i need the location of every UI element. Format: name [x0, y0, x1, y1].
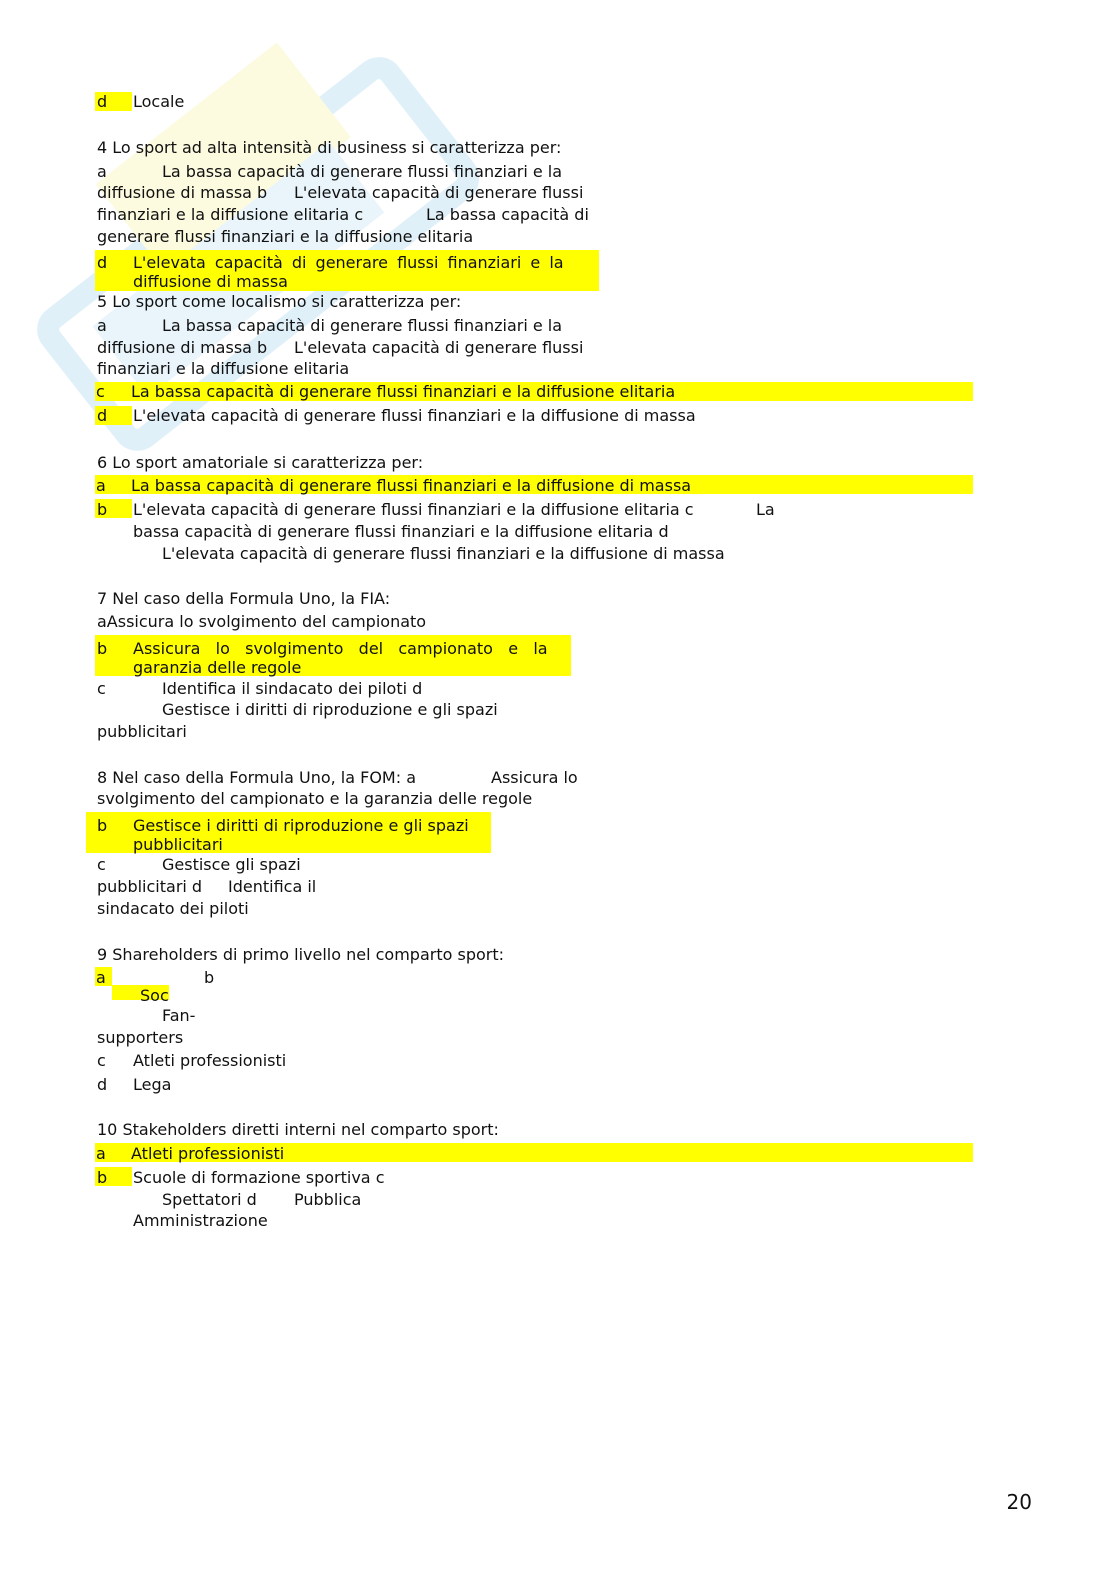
- text-line: a: [96, 476, 106, 495]
- text-line: Fan-: [162, 1006, 196, 1025]
- text-line: b: [97, 500, 108, 519]
- text-line: Identifica il: [228, 877, 317, 896]
- text-line: La bassa capacità di generare flussi finanziari e la: [162, 316, 563, 335]
- text-line: b: [97, 1168, 108, 1187]
- text-line: Locale: [133, 92, 185, 111]
- question-heading: 10 Stakeholders diretti interni nel comparto sport:: [97, 1120, 499, 1139]
- text-line: diffusione di massa b: [97, 338, 268, 357]
- text-line: Assicura lo: [491, 768, 578, 787]
- question-heading: 8 Nel caso della Formula Uno, la FOM: a: [97, 768, 417, 787]
- text-line: Amministrazione: [133, 1211, 268, 1230]
- text-line: d: [97, 92, 108, 111]
- text-line: supporters: [97, 1028, 184, 1047]
- text-line: Pubblica: [294, 1190, 362, 1209]
- text-line: Assicura lo svolgimento del campionato e la: [133, 639, 548, 658]
- text-line: d: [97, 1075, 108, 1094]
- question-heading: 7 Nel caso della Formula Uno, la FIA:: [97, 589, 391, 608]
- text-line: garanzia delle regole: [133, 658, 302, 677]
- page-number: 20: [1006, 1490, 1032, 1514]
- text-line: Gestisce i diritti di riproduzione e gli spazi: [162, 700, 498, 719]
- text-line: generare flussi finanziari e la diffusione elitaria: [97, 227, 474, 246]
- text-line: Gestisce gli spazi: [162, 855, 301, 874]
- question-heading: 5 Lo sport come localismo si caratterizza per:: [97, 292, 462, 311]
- text-line: pubblicitari: [133, 835, 223, 854]
- text-line: d: [97, 406, 108, 425]
- text-line: a: [96, 1144, 106, 1163]
- text-line: L'elevata capacità di generare flussi: [294, 338, 584, 357]
- text-line: La bassa capacità di generare flussi finanziari e la: [162, 162, 563, 181]
- text-line: c: [97, 679, 106, 698]
- text-line: La bassa capacità di generare flussi finanziari e la diffusione elitaria: [131, 382, 676, 401]
- text-line: svolgimento del campionato e la garanzia delle regole: [97, 789, 533, 808]
- text-line: Scuole di formazione sportiva c: [133, 1168, 385, 1187]
- text-line: b: [204, 968, 215, 987]
- text-line: Gestisce i diritti di riproduzione e gli spazi: [133, 816, 469, 835]
- question-heading: 6 Lo sport amatoriale si caratterizza per:: [97, 453, 424, 472]
- text-line: La bassa capacità di generare flussi finanziari e la diffusione di massa: [131, 476, 692, 495]
- text-line: La: [756, 500, 775, 519]
- text-line: aAssicura lo svolgimento del campionato: [97, 612, 427, 631]
- text-line: Atleti professionisti: [133, 1051, 287, 1070]
- text-line: a: [97, 316, 107, 335]
- text-line: pubblicitari: [97, 722, 187, 741]
- text-line: a: [97, 162, 107, 181]
- text-line: d: [97, 253, 108, 272]
- text-line: pubblicitari d: [97, 877, 203, 896]
- text-line: Spettatori d: [162, 1190, 257, 1209]
- text-line: finanziari e la diffusione elitaria c: [97, 205, 364, 224]
- text-line: a: [96, 968, 106, 987]
- text-line: sindacato dei piloti: [97, 899, 249, 918]
- text-line: b: [97, 639, 108, 658]
- text-line: c: [97, 1051, 106, 1070]
- text-line: bassa capacità di generare flussi finanziari e la diffusione elitaria d: [133, 522, 669, 541]
- text-line: La bassa capacità di: [426, 205, 589, 224]
- text-line: c: [96, 382, 105, 401]
- text-line: Atleti professionisti: [131, 1144, 285, 1163]
- text-line: L'elevata capacità di generare flussi finanziari e la: [133, 253, 564, 272]
- text-line: L'elevata capacità di generare flussi finanziari e la diffusione di massa: [162, 544, 725, 563]
- text-line: b: [97, 816, 108, 835]
- text-line: Identifica il sindacato dei piloti d: [162, 679, 423, 698]
- question-heading: 9 Shareholders di primo livello nel comparto sport:: [97, 945, 505, 964]
- text-line: Soc: [140, 986, 169, 1005]
- text-line: Lega: [133, 1075, 172, 1094]
- text-line: c: [97, 855, 106, 874]
- question-heading: 4 Lo sport ad alta intensità di business si caratterizza per:: [97, 138, 562, 157]
- text-line: L'elevata capacità di generare flussi finanziari e la diffusione elitaria c: [133, 500, 694, 519]
- text-line: L'elevata capacità di generare flussi: [294, 183, 584, 202]
- text-line: finanziari e la diffusione elitaria: [97, 359, 350, 378]
- text-line: diffusione di massa: [133, 272, 288, 291]
- text-line: diffusione di massa b: [97, 183, 268, 202]
- text-line: L'elevata capacità di generare flussi finanziari e la diffusione di massa: [133, 406, 696, 425]
